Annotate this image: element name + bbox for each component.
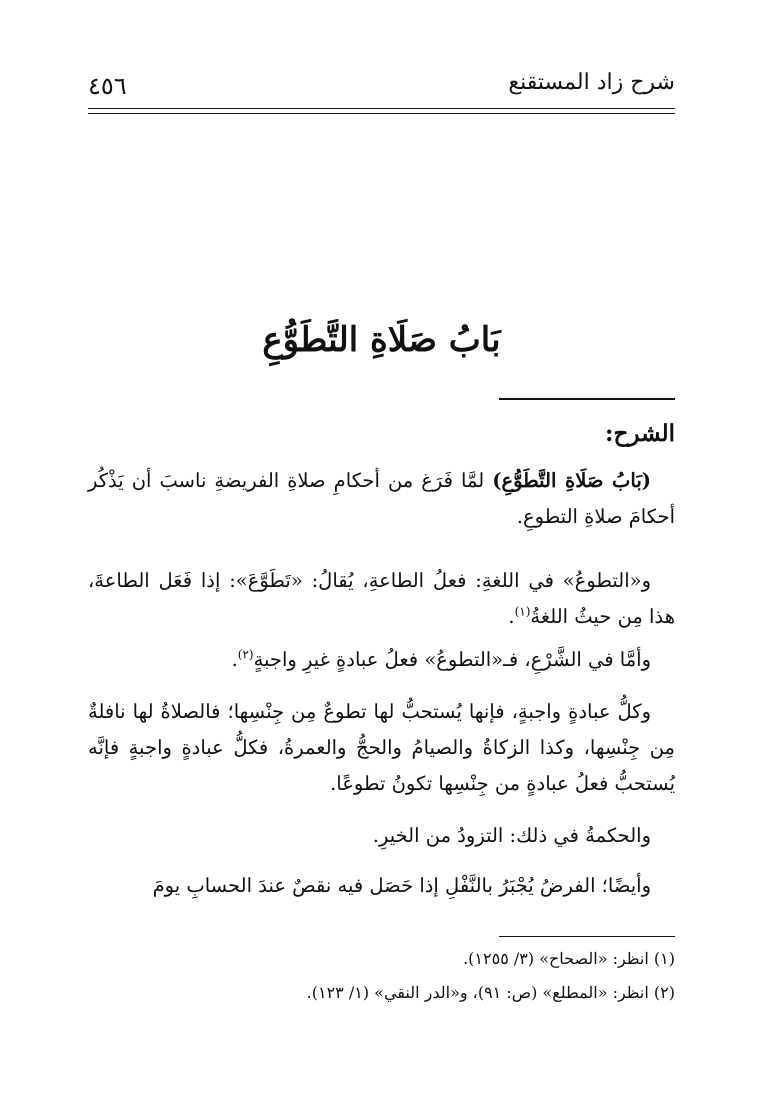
- header-rule-secondary: [88, 113, 675, 114]
- running-title: شرح زاد المستقنع: [508, 70, 675, 95]
- chapter-reference: (بَابُ صَلَاةِ التَّطَوُّعِ): [492, 469, 652, 492]
- paragraph-wisdom: والحكمةُ في ذلك: التزودُ من الخيرِ.: [372, 824, 651, 847]
- paragraph-linguistic: [88, 563, 675, 635]
- header-rule: [88, 108, 675, 109]
- footnote-ref-1: (١): [514, 604, 531, 619]
- paragraph-text: و«التطوعُ» في اللغةِ: فعلُ الطاعةِ، يُقالُ: «تَطَوَّعَ»: إذا فَعَل الطاعةَ، هذا مِن حيثُ اللغةُ: [88, 569, 675, 628]
- section-label: الشرح:: [605, 420, 675, 447]
- paragraph-text: وأمَّا في الشَّرْعِ، فـ«التطوعُ» فعلُ عبادةٍ غيرِ واجبةٍ: [253, 648, 651, 671]
- footnote-2: (٢) انظر: «المطلع» (ص: ٩١)، و«الدر النقي» (١/ ١٢٣).: [306, 983, 675, 1002]
- paragraph-worship: وكلُّ عبادةٍ واجبةٍ، فإنها يُستحبُّ لها تطوعٌ مِن جِنْسِها؛ فالصلاةُ لها نافلةٌ مِن جِنْسِها، وكذا الزكاةُ والصيامُ والحجُّ والعمرةُ، فكلُّ عبادةٍ واجبةٍ فإنَّه يُستحبُّ فعلُ عبادةٍ من جِنْسِها تكونُ تطوعًا.: [88, 700, 675, 795]
- footnote-rule: [499, 936, 675, 937]
- section-rule: [499, 398, 675, 400]
- paragraph-legal: [88, 642, 675, 678]
- footnote-1: (١) انظر: «الصحاح» (٣/ ١٢٥٥).: [463, 949, 675, 968]
- chapter-title: بَابُ صَلَاةِ التَّطَوُّعِ: [262, 320, 501, 360]
- footnote-ref-2: (٢): [237, 647, 254, 662]
- paragraph-intro: [88, 463, 675, 535]
- paragraph-end: .: [231, 648, 238, 671]
- page-number: ٤٥٦: [88, 72, 127, 100]
- paragraph-obligation: وأيضًا؛ الفرضُ يُجْبَرُ بالنَّفْلِ إذا حَصَل فيه نقصٌ عندَ الحسابِ يومَ: [152, 874, 651, 897]
- paragraph-text: لمَّا فَرَغ من أحكامِ صلاةِ الفريضةِ ناسبَ أن يَذْكُر أحكامَ صلاةِ التطوعِ.: [88, 469, 675, 528]
- paragraph-end: .: [508, 605, 515, 628]
